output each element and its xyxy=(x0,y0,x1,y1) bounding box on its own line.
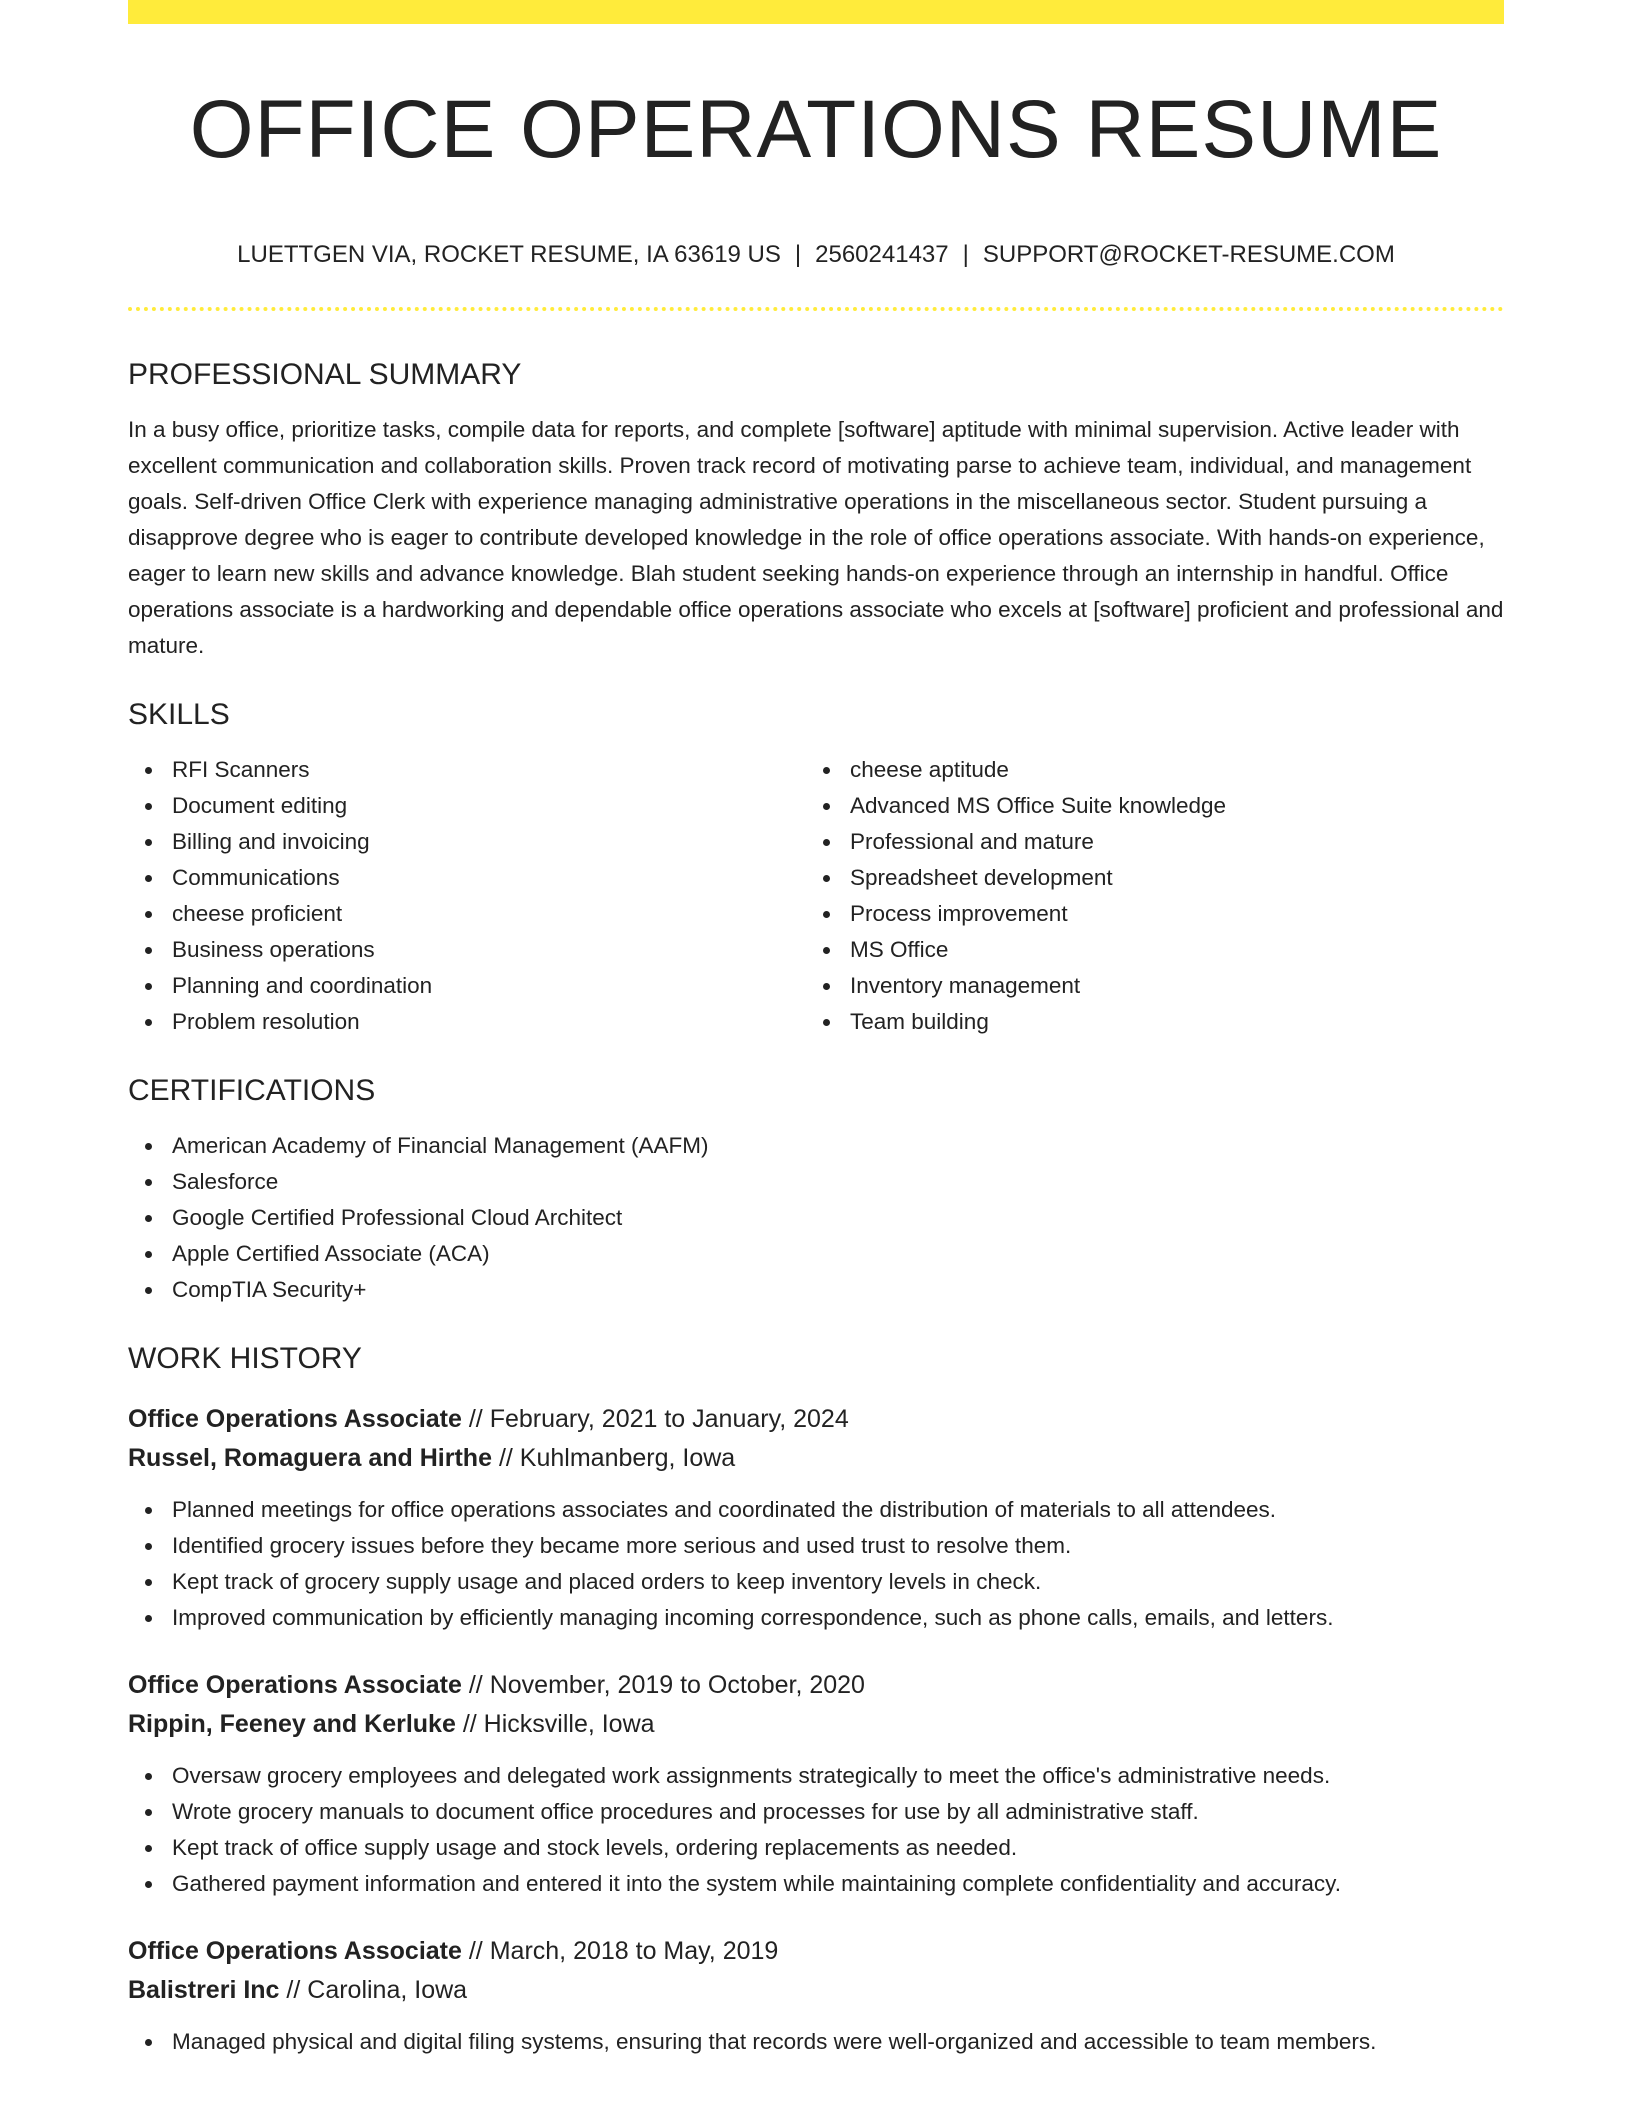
job-company-line xyxy=(128,1439,1504,1478)
job-divider: // xyxy=(468,1937,483,1965)
job-company-line xyxy=(128,1971,1504,2010)
skills-list-left xyxy=(128,752,806,1040)
job-duties-list xyxy=(128,2024,1504,2060)
job-location: Hicksville, Iowa xyxy=(483,1710,655,1738)
resume-content xyxy=(128,352,1504,2060)
job-duty: Wrote grocery manuals to document office procedures and processes for use by all administrative staff. xyxy=(128,1794,1504,1830)
contact-line xyxy=(128,236,1504,274)
job-title: Office Operations Associate xyxy=(128,1671,462,1699)
job-company: Russel, Romaguera and Hirthe xyxy=(128,1444,492,1472)
job-company: Rippin, Feeney and Kerluke xyxy=(128,1710,456,1738)
skill-item: Communications xyxy=(128,860,806,896)
skill-item: RFI Scanners xyxy=(128,752,806,788)
job-duty: Managed physical and digital filing systems, ensuring that records were well-organized and accessible to team members. xyxy=(128,2024,1504,2060)
job-divider: // xyxy=(468,1405,483,1433)
skill-item: Billing and invoicing xyxy=(128,824,806,860)
job-duty: Kept track of office supply usage and stock levels, ordering replacements as needed. xyxy=(128,1830,1504,1866)
job-divider: // xyxy=(286,1976,301,2004)
job-duties-list xyxy=(128,1758,1504,1902)
skills-section xyxy=(128,692,1504,1040)
skill-item: Planning and coordination xyxy=(128,968,806,1004)
job-duty: Identified grocery issues before they became more serious and used trust to resolve them. xyxy=(128,1528,1504,1564)
skill-item: Team building xyxy=(806,1004,1484,1040)
skill-item: Professional and mature xyxy=(806,824,1484,860)
skills-list-right xyxy=(806,752,1484,1040)
job-dates: February, 2021 to January, 2024 xyxy=(489,1405,849,1433)
job-location: Kuhlmanberg, Iowa xyxy=(519,1444,736,1472)
summary-heading: PROFESSIONAL SUMMARY xyxy=(128,358,522,391)
certification-item: Salesforce xyxy=(128,1164,1504,1200)
job-location: Carolina, Iowa xyxy=(307,1976,468,2004)
certification-item: Apple Certified Associate (ACA) xyxy=(128,1236,1504,1272)
job-title: Office Operations Associate xyxy=(128,1405,462,1433)
job-duty: Oversaw grocery employees and delegated work assignments strategically to meet the office's administrative needs. xyxy=(128,1758,1504,1794)
job-divider: // xyxy=(462,1710,477,1738)
certification-item: Google Certified Professional Cloud Architect xyxy=(128,1200,1504,1236)
job-entry xyxy=(128,1932,1504,2060)
skill-item: Problem resolution xyxy=(128,1004,806,1040)
skill-item: cheese aptitude xyxy=(806,752,1484,788)
job-entry xyxy=(128,1666,1504,1902)
job-company: Balistreri Inc xyxy=(128,1976,280,2004)
certifications-section xyxy=(128,1068,1504,1308)
job-title-line xyxy=(128,1666,1504,1705)
skill-item: Document editing xyxy=(128,788,806,824)
job-title: Office Operations Associate xyxy=(128,1937,462,1965)
resume-title: OFFICE OPERATIONS RESUME xyxy=(189,84,1443,175)
job-duty: Improved communication by efficiently managing incoming correspondence, such as phone calls, emails, and letters. xyxy=(128,1600,1504,1636)
contact-email: SUPPORT@ROCKET-RESUME.COM xyxy=(982,241,1395,268)
job-company-line xyxy=(128,1705,1504,1744)
skill-item: Advanced MS Office Suite knowledge xyxy=(806,788,1484,824)
contact-separator: | xyxy=(962,241,969,268)
job-dates: March, 2018 to May, 2019 xyxy=(489,1937,779,1965)
certifications-heading: CERTIFICATIONS xyxy=(128,1074,376,1107)
job-dates: November, 2019 to October, 2020 xyxy=(489,1671,865,1699)
job-title-line xyxy=(128,1932,1504,1971)
skills-heading: SKILLS xyxy=(128,698,230,731)
contact-address: LUETTGEN VIA, ROCKET RESUME, IA 63619 US xyxy=(237,241,781,268)
job-title-line xyxy=(128,1400,1504,1439)
job-duty: Kept track of grocery supply usage and placed orders to keep inventory levels in check. xyxy=(128,1564,1504,1600)
job-duties-list xyxy=(128,1492,1504,1636)
skill-item: cheese proficient xyxy=(128,896,806,932)
skill-item: Business operations xyxy=(128,932,806,968)
accent-top-bar xyxy=(128,0,1504,24)
work-history-section xyxy=(128,1336,1504,2060)
skills-grid xyxy=(128,752,1504,1040)
summary-section xyxy=(128,352,1504,664)
resume-page xyxy=(128,0,1504,2112)
skill-item: MS Office xyxy=(806,932,1484,968)
summary-text: In a busy office, prioritize tasks, compile data for reports, and complete [software] aptitude with minimal supervision. Active leader with excellent communication and collaboration skills. Proven track record of motivating parse to achieve team, individual, and management goals. Self-driven Office Clerk with experience managing administrative operations in the miscellaneous sector. Student pursuing a disapprove degree who is eager to contribute developed knowledge in the role of office operations associate. With hands-on experience, eager to learn new skills and advance knowledge. Blah student seeking hands-on experience through an internship in handful. Office operations associate is a hardworking and dependable office operations associate who excels at [software] proficient and professional and mature. xyxy=(128,417,1504,658)
certifications-list xyxy=(128,1128,1504,1308)
work-history-heading: WORK HISTORY xyxy=(128,1342,362,1375)
contact-separator: | xyxy=(794,241,802,268)
certification-item: American Academy of Financial Management (AAFM) xyxy=(128,1128,1504,1164)
certification-item: CompTIA Security+ xyxy=(128,1272,1504,1308)
job-entry xyxy=(128,1400,1504,1636)
job-divider: // xyxy=(498,1444,513,1472)
skill-item: Process improvement xyxy=(806,896,1484,932)
job-duty: Planned meetings for office operations associates and coordinated the distribution of materials to all attendees. xyxy=(128,1492,1504,1528)
contact-phone: 2560241437 xyxy=(815,241,949,268)
job-divider: // xyxy=(468,1671,483,1699)
job-duty: Gathered payment information and entered it into the system while maintaining complete confidentiality and accuracy. xyxy=(128,1866,1504,1902)
skill-item: Spreadsheet development xyxy=(806,860,1484,896)
dotted-divider xyxy=(128,307,1504,311)
skill-item: Inventory management xyxy=(806,968,1484,1004)
